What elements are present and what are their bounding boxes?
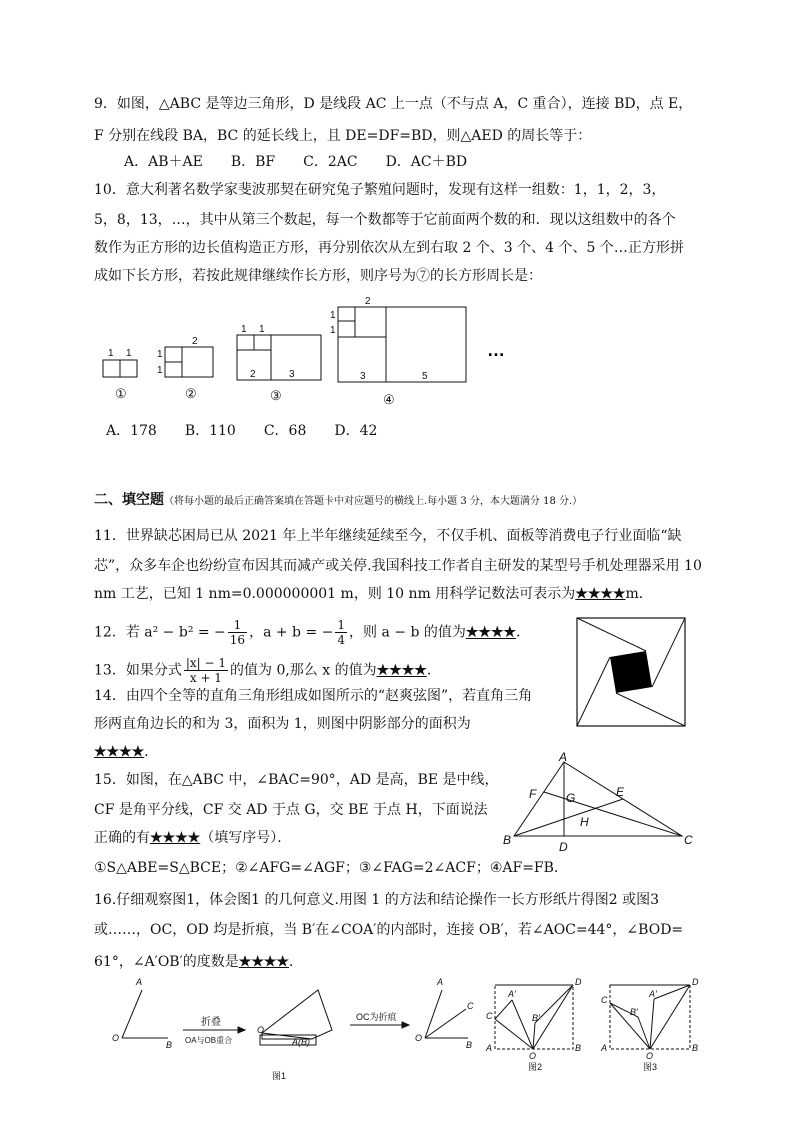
- svg-text:O: O: [415, 1033, 423, 1043]
- square-4a: [338, 307, 355, 321]
- svg-text:A: A: [486, 1043, 493, 1053]
- label-E: E: [616, 785, 625, 799]
- label-D: D: [559, 840, 568, 854]
- q15-line-3: [94, 828, 291, 848]
- q10-line-4: 成如下长方形，若按此规律继续作长方形，则序号为⑦的长方形周长是：: [94, 268, 542, 284]
- q13-pre: 13．如果分式: [94, 662, 182, 679]
- svg-text:O: O: [112, 1033, 120, 1043]
- fig3-label: 图3: [643, 1062, 658, 1072]
- ellipsis: …: [487, 340, 505, 360]
- square-1b: [120, 360, 137, 377]
- q11-blank[interactable]: ★★★★: [575, 586, 626, 602]
- q12-den-1: 16: [229, 633, 246, 647]
- svg-text:D: D: [575, 977, 582, 987]
- svg-text:O: O: [646, 1051, 654, 1061]
- triangle-figure: [500, 752, 700, 854]
- q11-line-3: [94, 584, 653, 604]
- fold-sub-label: OA与OB重合: [185, 1036, 233, 1045]
- q12-num-2: 1: [337, 618, 346, 632]
- svg-text:A′: A′: [649, 989, 657, 999]
- q14-line-1: 14．由四个全等的直角三角形组成如图所示的“赵爽弦图”，若直角三角: [94, 688, 533, 704]
- q16-line-1: 16.仔细观察图1，体会图1 的几何意义.用图 1 的方法和结论操作一长方形纸片得图2 或图3: [94, 892, 660, 908]
- square-3b: [254, 335, 271, 350]
- square-2c: [182, 347, 213, 377]
- fold-label: 折叠: [201, 1017, 221, 1028]
- svg-text:1: 1: [259, 324, 265, 335]
- q15-line-3a: 正确的有: [94, 830, 150, 846]
- svg-text:O: O: [257, 1025, 265, 1035]
- fibonacci-rectangles-figure: [95, 292, 525, 412]
- svg-text:1: 1: [108, 348, 114, 359]
- svg-text:A: A: [601, 1043, 608, 1053]
- q13-num: |x| − 1: [185, 656, 226, 670]
- q15-line-2: CF 是角平分线，CF 交 AD 于点 G，交 BE 于点 H，下面说法: [94, 802, 488, 818]
- section-title: 二、填空题: [94, 492, 164, 508]
- q14-line-3: ★★★★．: [94, 744, 159, 760]
- svg-text:B: B: [166, 1040, 173, 1050]
- q10-line-2: 5，8，13，…，其中从第三个数起，每一个数都等于它前面两个数的和．现以这组数中的各个: [94, 212, 676, 228]
- q9-line-2: F 分别在线段 BA，BC 的延长线上，且 DE=DF=BD，则△AED 的周长等于：: [94, 128, 592, 144]
- svg-text:B′: B′: [532, 1013, 540, 1023]
- q13-post: 的值为 0,那么 x 的值为: [230, 662, 377, 679]
- section-note: （将每小题的最后正确答案填在答题卡中对应题号的横线上.每小题 3 分，本大题满分 18 分.）: [164, 496, 583, 507]
- svg-text:1: 1: [157, 349, 163, 360]
- zhao-shuang-figure: [576, 617, 688, 729]
- q12-mid: ，a + b = −: [249, 624, 334, 641]
- q9-options: A．AB＋AE B．BF C．2AC D．AC＋BD: [124, 154, 468, 170]
- label-H: H: [580, 815, 589, 829]
- q15-options: ①S△ABE=S△BCE；②∠AFG=∠AGF；③∠FAG=2∠ACF；④AF=FB．: [94, 860, 568, 876]
- svg-text:1: 1: [241, 324, 247, 335]
- q15-blank[interactable]: ★★★★: [150, 830, 201, 846]
- svg-text:1: 1: [157, 365, 163, 376]
- label-F: F: [529, 787, 537, 801]
- q16-line-2: 或……，OC，OD 均是折痕，当 B′在∠COA′的内部时，连接 OB′，若∠AOC=44°，∠BOD=: [94, 922, 684, 938]
- fig-label-1: ①: [115, 386, 127, 401]
- q11-line-3b: m．: [625, 586, 653, 602]
- label-C: C: [684, 833, 693, 847]
- q10-options: A．178 B．110 C．68 D．42: [106, 423, 378, 439]
- svg-text:B: B: [692, 1043, 699, 1053]
- svg-text:C: C: [486, 1011, 493, 1021]
- svg-text:3: 3: [289, 369, 295, 380]
- label-G: G: [566, 791, 576, 805]
- shaded-square: [610, 651, 652, 693]
- square-2b: [165, 362, 182, 377]
- q9-line-1: 9．如图，△ABC 是等边三角形，D 是线段 AC 上一点（不与点 A，C 重合），连接 BD，点 E，: [94, 96, 693, 112]
- q12-post: ，则 a − b 的值为: [349, 624, 466, 641]
- q11-line-3a: nm 工艺，已知 1 nm=0.000000001 m，则 10 nm 用科学记数法可表示为: [94, 586, 576, 602]
- square-3d: [271, 335, 321, 380]
- q12-fraction-2: [335, 618, 347, 647]
- label-B: B: [503, 833, 512, 847]
- q14-line-2: 形两直角边长的和为 3，面积为 1，则图中阴影部分的面积为: [94, 716, 471, 732]
- square-2a: [165, 347, 182, 362]
- svg-text:O: O: [529, 1051, 537, 1061]
- q13-den: x + 1: [189, 671, 222, 685]
- svg-text:2: 2: [250, 369, 256, 380]
- square-3a: [237, 335, 254, 350]
- svg-text:2: 2: [192, 336, 198, 347]
- svg-text:2: 2: [365, 296, 371, 307]
- fig1-label: 图1: [272, 1071, 287, 1081]
- q12-pre: 12．若 a² − b² = −: [94, 624, 226, 641]
- q11-line-2: 芯”，众多车企也纷纷宣布因其而减产或关停.我国科技工作者自主研发的某型号手机处理器采用 10: [94, 558, 702, 574]
- q14-blank[interactable]: ★★★★: [94, 744, 145, 760]
- crease-label: OC为折痕: [356, 1012, 397, 1022]
- folding-figures: [100, 975, 720, 1085]
- svg-text:A: A: [136, 977, 143, 987]
- square-4b: [338, 321, 355, 337]
- svg-text:1: 1: [126, 348, 132, 359]
- q12: 12．若 a² − b² = − $\frac{1}{16}$ ，a + b = − $\frac{1}{4}$ ，则 a − b 的值为★★★★．: [94, 618, 531, 647]
- q12-num-1: 1: [228, 618, 247, 633]
- svg-text:D: D: [692, 977, 699, 987]
- svg-text:B: B: [575, 1043, 582, 1053]
- q13: 13．如果分式 $\frac{|x| - 1}{x + 1}$ 的值为 0,那么 x 的值为★★★★．: [94, 656, 441, 685]
- square-1a: [103, 360, 120, 377]
- svg-text:B: B: [466, 1040, 473, 1050]
- q15-line-1: 15．如图，在△ABC 中，∠BAC=90°，AD 是高，BE 是中线，: [94, 772, 499, 788]
- q16-line-3a: 61°，∠A′OB′的度数是: [94, 954, 239, 970]
- svg-text:C: C: [601, 995, 608, 1005]
- fig2-label: 图2: [528, 1062, 543, 1072]
- section-heading: [94, 490, 582, 512]
- svg-text:A′: A′: [508, 989, 516, 999]
- svg-text:3: 3: [360, 371, 366, 382]
- q13-fraction: [184, 656, 228, 685]
- q16-line-3b: ．: [288, 954, 303, 970]
- q16-blank[interactable]: ★★★★: [238, 954, 289, 970]
- svg-text:5: 5: [422, 371, 428, 382]
- square-4c: [355, 307, 386, 337]
- svg-text:1: 1: [330, 325, 336, 336]
- svg-text:1: 1: [330, 310, 336, 321]
- fig-label-3: ③: [270, 388, 282, 403]
- fig-label-4: ④: [383, 392, 395, 407]
- q15-line-3b: （填写序号）．: [200, 830, 292, 846]
- q11-line-1: 11．世界缺芯困局已从 2021 年上半年继续延续至今，不仅手机、面板等消费电子行业面临“缺: [94, 528, 682, 544]
- q16-line-3: [94, 952, 303, 972]
- label-A: A: [559, 752, 568, 764]
- q10-line-3: 数作为正方形的边长值构造正方形，再分别依次从左到右取 2 个、3 个、4 个、5 个…正方形拼: [94, 240, 684, 256]
- q10-line-1: 10．意大利著名数学家斐波那契在研究兔子繁殖问题时，发现有这样一组数：1，1，2，3，: [94, 182, 666, 198]
- q12-den-2: 4: [337, 633, 346, 647]
- svg-text:A: A: [437, 977, 444, 987]
- q13-blank[interactable]: ★★★★: [376, 662, 427, 679]
- q12-fraction-1: [228, 618, 247, 647]
- svg-text:C: C: [467, 1001, 474, 1011]
- svg-text:A(B): A(B): [292, 1037, 310, 1047]
- svg-text:B′: B′: [630, 1007, 638, 1017]
- q12-blank[interactable]: ★★★★: [465, 624, 517, 641]
- fig-label-2: ②: [185, 386, 197, 401]
